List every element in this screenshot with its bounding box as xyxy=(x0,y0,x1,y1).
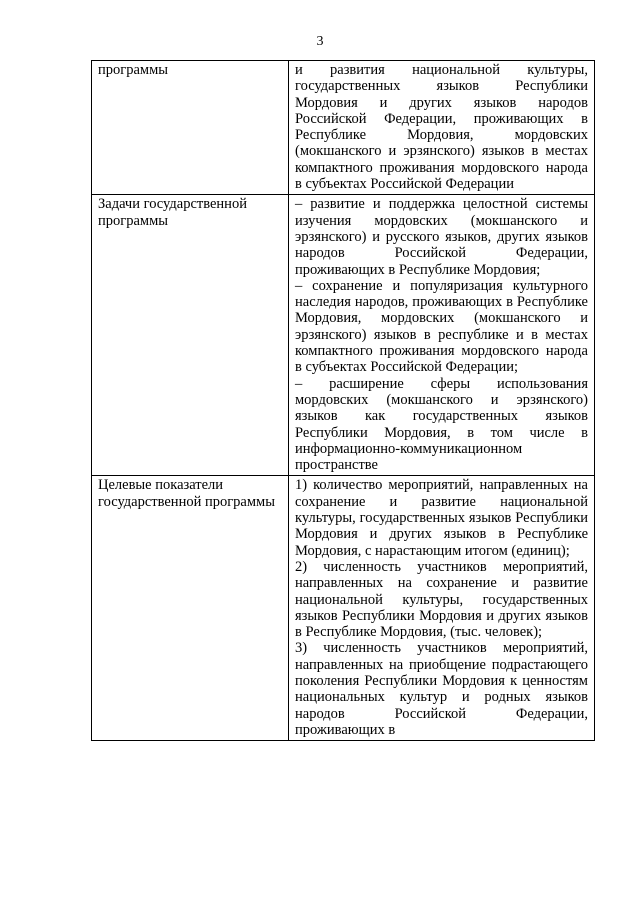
table-row-program-tasks xyxy=(92,195,595,476)
row-content xyxy=(289,61,595,195)
content-paragraph: – развитие и поддержка целостной системы изучения мордовских (мокшанского и эрзянского) и русского языков, других языков народов Российской Федерации, проживающих в Республике Мордовия; xyxy=(295,196,588,278)
row-label xyxy=(92,476,289,741)
content-paragraph: 1) количество мероприятий, направленных на сохранение и развитие национальной культуры, государственных языков Республики Мордовия и других языков в Республике Мордовия, с нарастающим итогом (единиц); xyxy=(295,477,588,559)
row-content xyxy=(289,195,595,476)
table-row-target-indicators xyxy=(92,476,595,741)
content-paragraph: – сохранение и популяризация культурного наследия народов, проживающих в Республике Мордовия, мордовских (мокшанского и эрзянского) языков в республике и в местах компактного проживания мордовского народа в субъектах Российской Федерации; xyxy=(295,277,588,376)
row-label-text: Задачи государственной программы xyxy=(98,196,247,229)
row-label-text: программы xyxy=(98,62,168,78)
table-row-program-goal-continued xyxy=(92,61,595,195)
program-passport-table xyxy=(91,60,595,741)
content-paragraph: 2) численность участников мероприятий, направленных на сохранение и развитие национальной культуры, государственных языков Республики Мордовия и других языков в Республике Мордовия, (тыс. человек); xyxy=(295,558,588,641)
content-paragraph: и развития национальной культуры, государственных языков Республики Мордовия и других языков народов Российской Федерации, проживающих в Республике Мордовия, мордовских (мокшанского и эрзянского) языков в местах компактного проживания мордовского народа в субъектах Российской Федерации xyxy=(295,62,588,193)
row-label xyxy=(92,195,289,476)
content-paragraph: – расширение сферы использования мордовских (мокшанского и эрзянского) языков как государственных языков Республики Мордовия, в том числе в информационно-коммуникационном пространстве xyxy=(295,375,588,474)
page-number: 3 xyxy=(316,34,324,49)
row-label xyxy=(92,61,289,195)
row-label-text: Целевые показатели государственной программы xyxy=(98,477,275,510)
row-content xyxy=(289,476,595,741)
content-paragraph: 3) численность участников мероприятий, направленных на приобщение подрастающего поколения Республики Мордовия к ценностям национальных культур и родных языков народов Российской Федерации, проживающих в xyxy=(295,640,588,738)
